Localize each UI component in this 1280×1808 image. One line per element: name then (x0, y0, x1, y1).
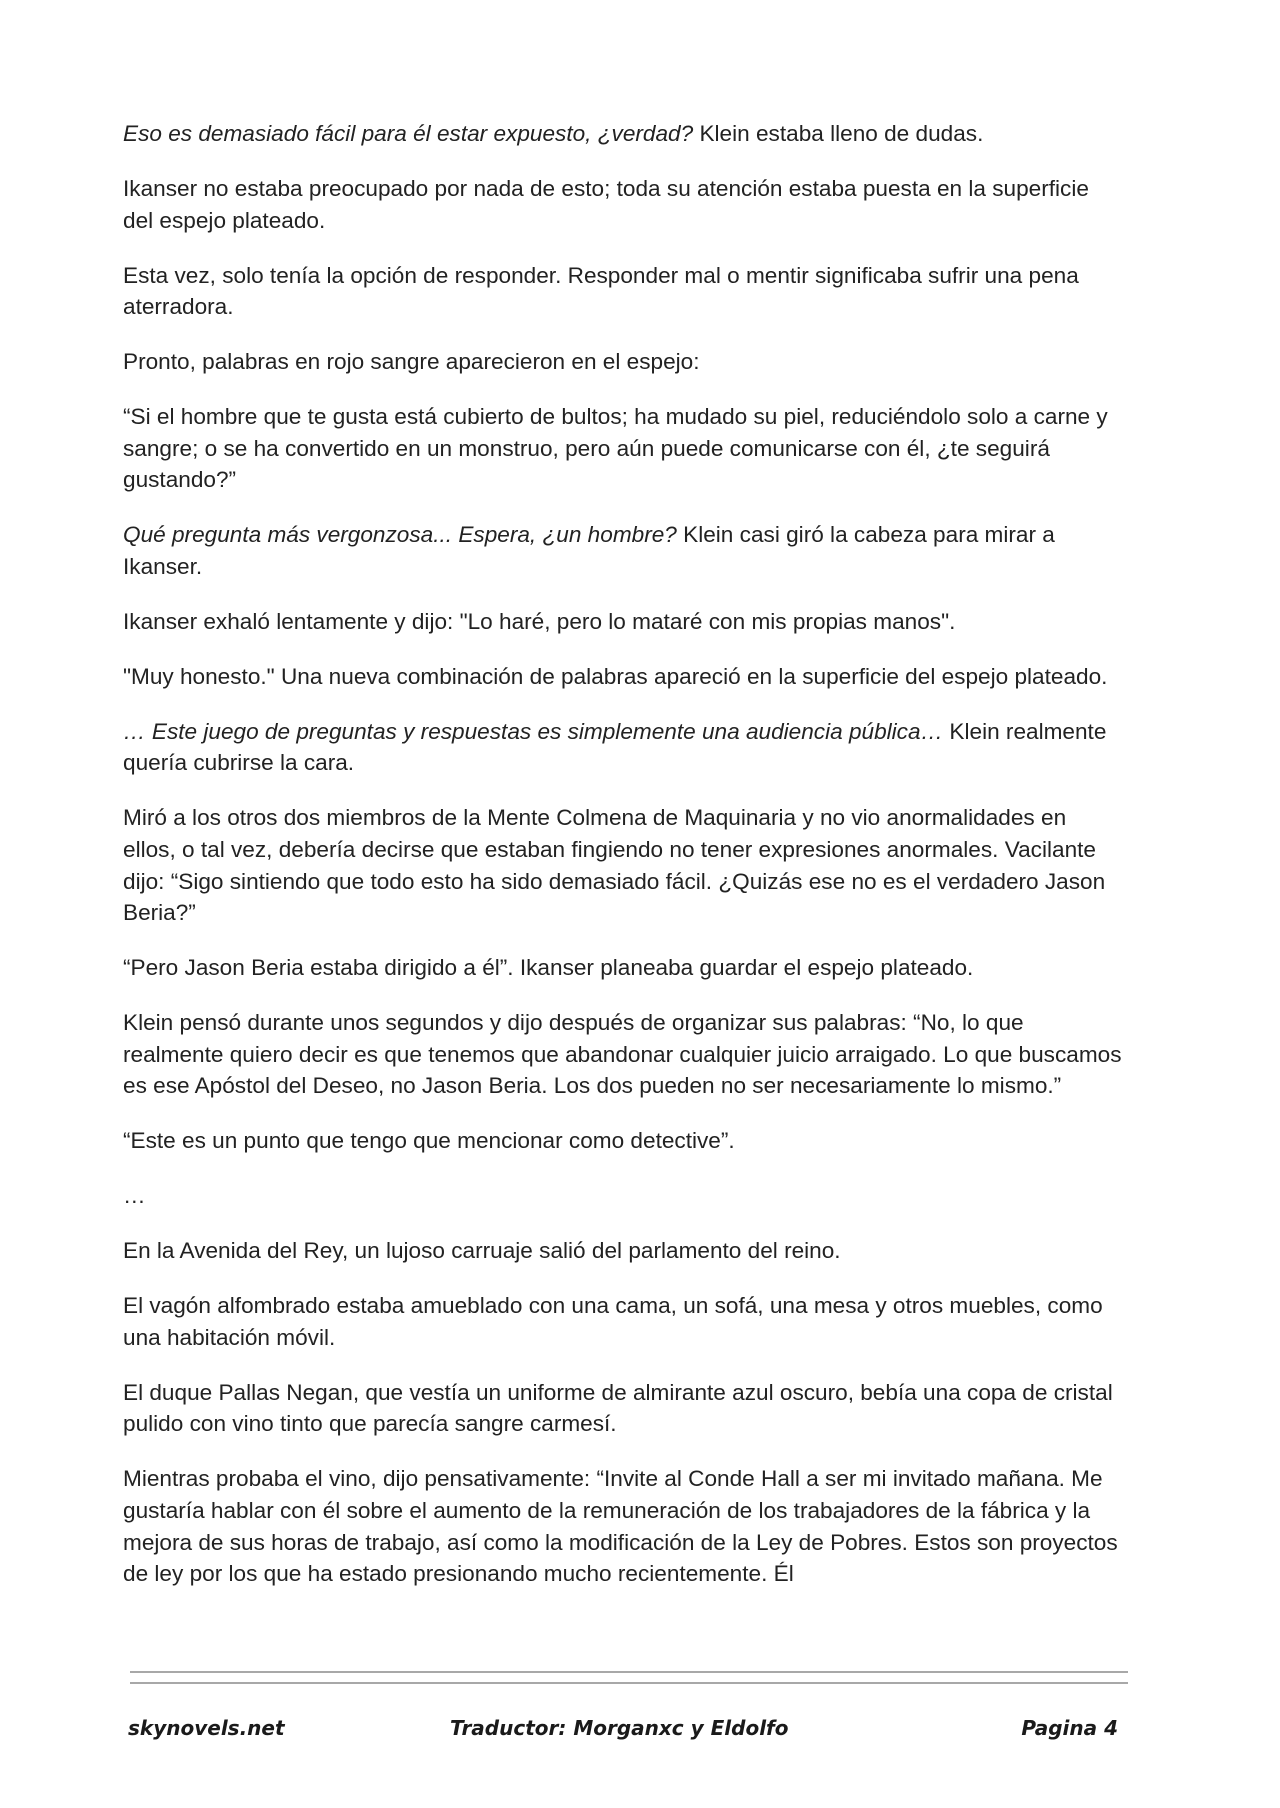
text-run: “Pero Jason Beria estaba dirigido a él”. Ikanser planeaba guardar el espejo plateado. (123, 955, 974, 981)
text-run: El vagón alfombrado estaba amueblado con una cama, un sofá, una mesa y otros muebles, como una habitación móvil. (123, 1293, 1103, 1350)
text-run: Klein casi giró la cabeza para mirar a Ikanser. (123, 522, 1055, 579)
paragraph (123, 606, 1123, 638)
text-run: El duque Pallas Negan, que vestía un uniforme de almirante azul oscuro, bebía una copa de cristal pulido con vino tinto que parecía sangre carmesí. (123, 1379, 1113, 1437)
text-run: Pronto, palabras en rojo sangre aparecieron en el espejo: (123, 349, 700, 375)
text-run: Klein realmente quería cubrirse la cara. (123, 718, 1107, 776)
paragraph (123, 661, 1123, 693)
text-run: Klein pensó durante unos segundos y dijo después de organizar sus palabras: “No, lo que realmente quiero decir es que tenemos que abandonar cualquier juicio arraigado. Lo que buscamos es ese Apóstol del Deseo, no Jason Beria. Los dos pueden no ser necesariamente lo mismo.” (123, 1010, 1122, 1099)
text-run: Esta vez, solo tenía la opción de responder. Responder mal o mentir significaba sufrir una pena aterradora. (123, 262, 1079, 320)
text-run: "Muy honesto." Una nueva combinación de palabras apareció en la superficie del espejo plateado. (123, 663, 1108, 689)
paragraph (123, 1007, 1123, 1102)
footer-translator: Traductor: Morganxc y Eldolfo (450, 1716, 789, 1740)
paragraph (123, 1235, 1123, 1267)
footer-divider (130, 1671, 1128, 1685)
paragraph (123, 802, 1123, 928)
paragraph (123, 1377, 1123, 1440)
footer-site: skynovels.net (128, 1716, 285, 1740)
paragraph (123, 260, 1123, 323)
text-run: Klein estaba lleno de dudas. (693, 121, 984, 146)
paragraph (123, 716, 1123, 779)
text-run: En la Avenida del Rey, un lujoso carruaje salió del parlamento del reino. (123, 1238, 841, 1264)
paragraph (123, 952, 1123, 984)
italic-text: Eso es demasiado fácil para él estar expuesto, ¿verdad? (123, 121, 694, 146)
text-run: Miró a los otros dos miembros de la Mente Colmena de Maquinaria y no vio anormalidades en ellos, o tal vez, debería decirse que estaban fingiendo no tener expresiones anormales. Vacilante dijo: “Sigo sintiendo que todo esto ha sido demasiado fácil. ¿Quizás ese no es el verdadero Jason Beria?” (123, 805, 1106, 926)
paragraph (123, 519, 1123, 582)
paragraph (123, 118, 1123, 150)
paragraph (123, 346, 1123, 378)
italic-text: Qué pregunta más vergonzosa... Espera, ¿un hombre? (123, 522, 677, 548)
text-run: “Este es un punto que tengo que mencionar como detective”. (123, 1128, 735, 1154)
paragraph (123, 173, 1123, 236)
text-run: … (123, 1183, 146, 1209)
italic-text: … Este juego de preguntas y respuestas es simplemente una audiencia pública… (123, 718, 944, 744)
page-footer (128, 1716, 1122, 1750)
paragraph (123, 1290, 1123, 1353)
text-run: Ikanser exhaló lentamente y dijo: "Lo haré, pero lo mataré con mis propias manos". (123, 608, 956, 634)
paragraph (123, 401, 1123, 496)
text-run: Ikanser no estaba preocupado por nada de esto; toda su atención estaba puesta en la superficie del espejo plateado. (123, 175, 1089, 233)
paragraph (123, 1125, 1123, 1157)
paragraph (123, 1463, 1123, 1589)
text-run: Mientras probaba el vino, dijo pensativamente: “Invite al Conde Hall a ser mi invitado mañana. Me gustaría hablar con él sobre el aumento de la remuneración de los trabajadores de la fábrica y la mejora de sus horas de trabajo, así como la modificación de la Ley de Pobres. Estos son proyectos de ley por los que ha estado presionando mucho recientemente. Él (123, 1466, 1118, 1587)
paragraph (123, 1180, 1123, 1212)
footer-rule-bottom (130, 1682, 1128, 1684)
text-run: “Si el hombre que te gusta está cubierto de bultos; ha mudado su piel, reduciéndolo solo a carne y sangre; o se ha convertido en un monstruo, pero aún puede comunicarse con él, ¿te seguirá gustando?” (123, 404, 1108, 493)
body-text (123, 118, 1123, 1613)
footer-rule-top (130, 1671, 1128, 1673)
footer-page-number: Pagina 4 (1021, 1716, 1118, 1740)
